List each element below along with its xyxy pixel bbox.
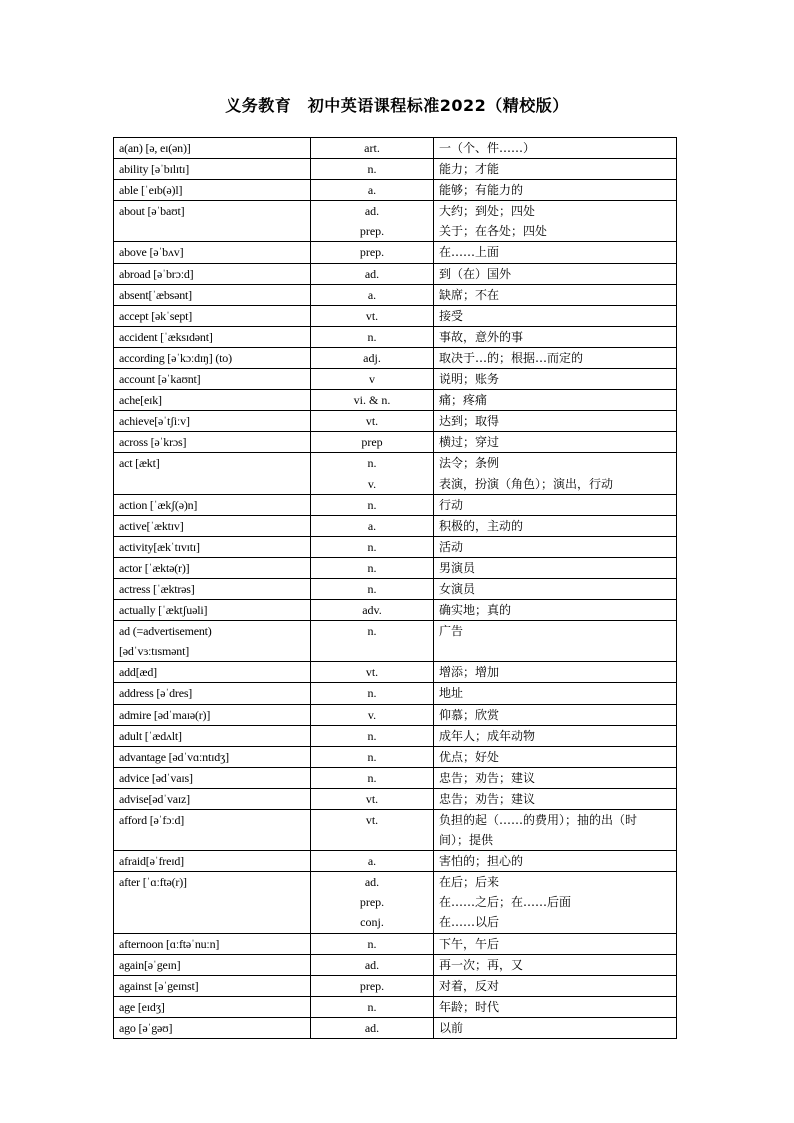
- meaning-text: 痛；疼痛: [439, 393, 488, 408]
- pos-text: n.: [367, 539, 377, 554]
- word-text: absent[ˈæbsənt]: [119, 287, 192, 302]
- part-of-speech-cell: [311, 263, 434, 284]
- word-text: actress [ˈæktrəs]: [119, 581, 195, 596]
- meaning-text: 负担的起（……的费用）；抽的出（时: [439, 813, 638, 827]
- word-text: advantage [ədˈvɑːntɪdʒ]: [119, 749, 229, 764]
- meaning-text: 成年人；成年动物: [439, 728, 536, 743]
- meaning-cell: [434, 746, 677, 767]
- pos-text: adj.: [363, 350, 381, 365]
- word-text: ad (=advertisement): [119, 624, 212, 639]
- word-text: actor [ˈæktə(r)]: [119, 560, 190, 575]
- pos-text: art.: [364, 141, 380, 155]
- meaning-cell: [434, 621, 677, 662]
- pos-text: n.: [367, 162, 377, 177]
- pos-text: v.: [367, 476, 377, 491]
- word-cell: [114, 662, 311, 683]
- table-row: [114, 242, 677, 263]
- meaning-cell: [434, 453, 677, 494]
- meaning-text: 说明；账务: [439, 372, 500, 387]
- part-of-speech-cell: [311, 515, 434, 536]
- word-cell: [114, 515, 311, 536]
- word-text: account [əˈkaʊnt]: [119, 372, 201, 387]
- table-row: [114, 494, 677, 515]
- word-cell: [114, 996, 311, 1017]
- meaning-cell: [434, 683, 677, 704]
- word-text: above [əˈbʌv]: [119, 245, 184, 260]
- part-of-speech-cell: [311, 954, 434, 975]
- pos-text: ad.: [364, 957, 380, 972]
- meaning-cell: [434, 933, 677, 954]
- meaning-cell: [434, 242, 677, 263]
- word-text: admire [ədˈmaɪə(r)]: [119, 707, 211, 722]
- word-text: afternoon [ɑːftəˈnuːn]: [119, 936, 220, 951]
- meaning-cell: [434, 788, 677, 809]
- word-text: adult [ˈædʌlt]: [119, 728, 182, 743]
- meaning-text: 横过；穿过: [439, 435, 500, 450]
- meaning-cell: [434, 557, 677, 578]
- word-text: ache[eɪk]: [119, 393, 162, 408]
- word-cell: [114, 578, 311, 599]
- meaning-cell: [434, 600, 677, 621]
- word-text: advice [ədˈvaɪs]: [119, 770, 193, 785]
- meaning-cell: [434, 578, 677, 599]
- meaning-text: 表演，扮演（角色）；演出，行动: [439, 476, 614, 491]
- pos-text: n.: [367, 560, 377, 575]
- part-of-speech-cell: [311, 159, 434, 180]
- word-text: across [əˈkrɔs]: [119, 435, 187, 450]
- vocabulary-table: [113, 137, 677, 1039]
- meaning-cell: [434, 975, 677, 996]
- meaning-text: 取决于…的；根据…而定的: [439, 350, 584, 365]
- page-title: 义务教育 初中英语课程标准2022（精校版）: [225, 96, 569, 115]
- word-text: after [ˈɑːftə(r)]: [119, 875, 187, 890]
- pos-text: ad.: [364, 204, 380, 219]
- word-text: accident [ˈæksɪdənt]: [119, 329, 213, 344]
- table-row: [114, 432, 677, 453]
- table-row: [114, 725, 677, 746]
- meaning-text: 大约；到处；四处: [439, 204, 536, 219]
- meaning-cell: [434, 263, 677, 284]
- meaning-cell: [434, 704, 677, 725]
- meaning-cell: [434, 767, 677, 788]
- part-of-speech-cell: [311, 600, 434, 621]
- word-text: according [əˈkɔːdɪŋ] (to): [119, 350, 232, 365]
- meaning-text: 仰慕；欣赏: [439, 707, 500, 722]
- meaning-text: 忠告；劝告；建议: [439, 791, 536, 806]
- meaning-cell: [434, 284, 677, 305]
- pos-text: conj.: [360, 915, 384, 930]
- meaning-cell: [434, 662, 677, 683]
- part-of-speech-cell: [311, 704, 434, 725]
- word-cell: [114, 390, 311, 411]
- meaning-text: 男演员: [439, 560, 476, 575]
- part-of-speech-cell: [311, 284, 434, 305]
- table-row: [114, 263, 677, 284]
- word-cell: [114, 536, 311, 557]
- word-cell: [114, 369, 311, 390]
- word-text: activity[ækˈtɪvɪtɪ]: [119, 539, 200, 554]
- word-text: abroad [əˈbrɔːd]: [119, 266, 194, 281]
- table-row: [114, 662, 677, 683]
- word-cell: [114, 810, 311, 851]
- meaning-text: 在……之后；在……后面: [439, 895, 572, 910]
- word-cell: [114, 263, 311, 284]
- pos-text: n.: [367, 728, 377, 743]
- meaning-text: 能够；有能力的: [439, 183, 524, 198]
- word-cell: [114, 432, 311, 453]
- part-of-speech-cell: [311, 411, 434, 432]
- meaning-text: 缺席；不在: [439, 287, 500, 302]
- meaning-cell: [434, 872, 677, 933]
- pos-text: ad.: [364, 875, 380, 890]
- table-row: [114, 536, 677, 557]
- word-text: about [əˈbaʊt]: [119, 204, 185, 219]
- part-of-speech-cell: [311, 180, 434, 201]
- meaning-text: 关于；在各处；四处: [439, 224, 548, 239]
- word-cell: [114, 326, 311, 347]
- pos-text: ad.: [364, 266, 380, 281]
- part-of-speech-cell: [311, 369, 434, 390]
- meaning-cell: [434, 432, 677, 453]
- part-of-speech-cell: [311, 347, 434, 368]
- part-of-speech-cell: [311, 851, 434, 872]
- word-cell: [114, 933, 311, 954]
- table-row: [114, 788, 677, 809]
- meaning-text: 接受: [439, 308, 464, 323]
- table-row: [114, 578, 677, 599]
- word-cell: [114, 180, 311, 201]
- word-cell: [114, 201, 311, 242]
- pos-text: n.: [367, 686, 377, 701]
- word-text: act [ækt]: [119, 456, 160, 471]
- meaning-text: 在……以后: [439, 915, 500, 930]
- part-of-speech-cell: [311, 872, 434, 933]
- pos-text: a.: [367, 287, 377, 302]
- word-cell: [114, 242, 311, 263]
- meaning-cell: [434, 515, 677, 536]
- word-text: active[ˈæktɪv]: [119, 518, 184, 533]
- word-text: add[æd]: [119, 665, 157, 680]
- word-cell: [114, 557, 311, 578]
- part-of-speech-cell: [311, 975, 434, 996]
- part-of-speech-cell: [311, 138, 434, 159]
- meaning-cell: [434, 138, 677, 159]
- pos-text: vt.: [365, 665, 379, 680]
- pos-text: vt.: [365, 791, 379, 806]
- word-text: ability [əˈbɪlɪtɪ]: [119, 162, 190, 177]
- meaning-cell: [434, 536, 677, 557]
- pos-text: vt.: [365, 813, 379, 827]
- meaning-text: 优点；好处: [439, 749, 500, 764]
- word-cell: [114, 746, 311, 767]
- part-of-speech-cell: [311, 621, 434, 662]
- meaning-text: 能力；才能: [439, 162, 500, 177]
- part-of-speech-cell: [311, 788, 434, 809]
- word-cell: [114, 954, 311, 975]
- part-of-speech-cell: [311, 725, 434, 746]
- word-text: actually [ˈæktʃuəli]: [119, 603, 208, 618]
- meaning-text: 害怕的；担心的: [439, 854, 524, 869]
- word-cell: [114, 159, 311, 180]
- meaning-cell: [434, 180, 677, 201]
- table-row: [114, 159, 677, 180]
- part-of-speech-cell: [311, 201, 434, 242]
- table-row: [114, 872, 677, 933]
- table-row: [114, 996, 677, 1017]
- table-row: [114, 600, 677, 621]
- table-row: [114, 746, 677, 767]
- pos-text: a.: [367, 518, 377, 533]
- word-cell: [114, 305, 311, 326]
- meaning-text: 在……上面: [439, 245, 500, 260]
- word-cell: [114, 453, 311, 494]
- meaning-cell: [434, 494, 677, 515]
- pos-text: n.: [367, 456, 377, 471]
- pos-text: n.: [367, 770, 377, 785]
- pos-text: a.: [367, 854, 377, 869]
- word-cell: [114, 494, 311, 515]
- word-text: accept [əkˈsept]: [119, 308, 193, 323]
- table-row: [114, 369, 677, 390]
- meaning-cell: [434, 996, 677, 1017]
- word-text: again[əˈgeɪn]: [119, 957, 181, 972]
- word-text: able [ˈeɪb(ə)l]: [119, 183, 183, 198]
- table-row: [114, 683, 677, 704]
- pos-text: prep.: [359, 245, 385, 260]
- word-text: against [əˈgeɪnst]: [119, 978, 199, 993]
- table-row: [114, 284, 677, 305]
- part-of-speech-cell: [311, 557, 434, 578]
- table-row: [114, 704, 677, 725]
- pos-text: prep.: [359, 895, 385, 910]
- word-cell: [114, 600, 311, 621]
- part-of-speech-cell: [311, 746, 434, 767]
- pos-text: n.: [367, 936, 377, 951]
- meaning-cell: [434, 305, 677, 326]
- meaning-text: 以前: [439, 1020, 464, 1035]
- table-row: [114, 975, 677, 996]
- meaning-cell: [434, 326, 677, 347]
- word-cell: [114, 788, 311, 809]
- part-of-speech-cell: [311, 662, 434, 683]
- word-cell: [114, 704, 311, 725]
- word-cell: [114, 683, 311, 704]
- word-cell: [114, 767, 311, 788]
- meaning-text: 确实地；真的: [439, 603, 512, 618]
- pos-text: vi. & n.: [353, 393, 391, 408]
- part-of-speech-cell: [311, 453, 434, 494]
- part-of-speech-cell: [311, 1017, 434, 1038]
- pos-text: prep: [361, 435, 383, 450]
- word-cell: [114, 347, 311, 368]
- meaning-text: 在后；后来: [439, 875, 500, 890]
- word-text: afraid[əˈfreɪd]: [119, 854, 184, 869]
- part-of-speech-cell: [311, 242, 434, 263]
- word-cell: [114, 872, 311, 933]
- table-row: [114, 201, 677, 242]
- pos-text: ad.: [364, 1020, 380, 1035]
- table-row: [114, 326, 677, 347]
- pos-text: v.: [367, 707, 377, 722]
- table-row: [114, 138, 677, 159]
- meaning-text: 到（在）国外: [439, 266, 512, 281]
- table-row: [114, 390, 677, 411]
- meaning-text: 间）；提供: [439, 833, 494, 848]
- part-of-speech-cell: [311, 578, 434, 599]
- part-of-speech-cell: [311, 390, 434, 411]
- word-cell: [114, 851, 311, 872]
- meaning-text: 再一次；再，又: [439, 957, 524, 972]
- pos-text: vt.: [365, 308, 379, 323]
- meaning-cell: [434, 411, 677, 432]
- meaning-text: 活动: [439, 539, 464, 554]
- table-row: [114, 851, 677, 872]
- pos-text: prep.: [359, 224, 385, 239]
- meaning-cell: [434, 851, 677, 872]
- part-of-speech-cell: [311, 683, 434, 704]
- pos-text: v: [369, 372, 375, 387]
- pos-text: n.: [367, 999, 377, 1014]
- part-of-speech-cell: [311, 810, 434, 851]
- table-row: [114, 1017, 677, 1038]
- part-of-speech-cell: [311, 536, 434, 557]
- meaning-cell: [434, 810, 677, 851]
- word-cell: [114, 1017, 311, 1038]
- word-text: achieve[əˈtʃiːv]: [119, 414, 190, 429]
- meaning-cell: [434, 347, 677, 368]
- word-text: address [əˈdres]: [119, 686, 193, 701]
- part-of-speech-cell: [311, 996, 434, 1017]
- meaning-cell: [434, 725, 677, 746]
- meaning-text: 事故，意外的事: [439, 329, 524, 344]
- word-cell: [114, 284, 311, 305]
- part-of-speech-cell: [311, 767, 434, 788]
- word-cell: [114, 621, 311, 662]
- pos-text: vt.: [365, 414, 379, 429]
- pos-text: adv.: [362, 603, 382, 618]
- table-row: [114, 411, 677, 432]
- meaning-text: 忠告；劝告；建议: [439, 770, 536, 785]
- meaning-cell: [434, 159, 677, 180]
- table-row: [114, 621, 677, 662]
- pos-text: prep.: [359, 978, 385, 993]
- meaning-text: 广告: [439, 624, 464, 639]
- table-row: [114, 810, 677, 851]
- table-row: [114, 180, 677, 201]
- table-row: [114, 453, 677, 494]
- word-text: a(an) [ə, eɪ(ən)]: [119, 141, 191, 155]
- table-row: [114, 305, 677, 326]
- meaning-text: 达到；取得: [439, 414, 500, 429]
- word-cell: [114, 411, 311, 432]
- meaning-text: 法令；条例: [439, 456, 500, 471]
- meaning-text: 年龄；时代: [439, 999, 500, 1014]
- meaning-text: 积极的，主动的: [439, 518, 524, 533]
- pos-text: n.: [367, 749, 377, 764]
- table-row: [114, 933, 677, 954]
- table-row: [114, 347, 677, 368]
- word-text: age [eɪdʒ]: [119, 999, 165, 1014]
- part-of-speech-cell: [311, 432, 434, 453]
- meaning-text: 下午，午后: [439, 936, 500, 951]
- word-text: ago [əˈgəʊ]: [119, 1020, 173, 1035]
- table-row: [114, 557, 677, 578]
- meaning-text: 地址: [439, 686, 464, 701]
- meaning-text: 行动: [439, 497, 464, 512]
- table-row: [114, 954, 677, 975]
- meaning-cell: [434, 1017, 677, 1038]
- pos-text: n.: [367, 581, 377, 596]
- table-row: [114, 767, 677, 788]
- word-text: afford [əˈfɔːd]: [119, 813, 185, 827]
- meaning-text: 一（个、件……）: [439, 141, 536, 155]
- vocabulary-table-body: [114, 138, 677, 1039]
- meaning-text: 女演员: [439, 581, 476, 596]
- word-cell: [114, 138, 311, 159]
- meaning-cell: [434, 369, 677, 390]
- word-text: action [ˈækʃ(ə)n]: [119, 497, 198, 512]
- meaning-cell: [434, 201, 677, 242]
- word-cell: [114, 725, 311, 746]
- part-of-speech-cell: [311, 494, 434, 515]
- part-of-speech-cell: [311, 305, 434, 326]
- meaning-text: 对着，反对: [439, 978, 500, 993]
- meaning-text: 增添；增加: [439, 665, 500, 680]
- word-cell: [114, 975, 311, 996]
- meaning-cell: [434, 954, 677, 975]
- pos-text: n.: [367, 624, 377, 639]
- word-text: advise[ədˈvaɪz]: [119, 791, 190, 806]
- pos-text: n.: [367, 329, 377, 344]
- pos-text: n.: [367, 497, 377, 512]
- word-text: [ədˈvɜːtɪsmənt]: [119, 644, 190, 659]
- table-row: [114, 515, 677, 536]
- meaning-cell: [434, 390, 677, 411]
- part-of-speech-cell: [311, 933, 434, 954]
- pos-text: a.: [367, 183, 377, 198]
- part-of-speech-cell: [311, 326, 434, 347]
